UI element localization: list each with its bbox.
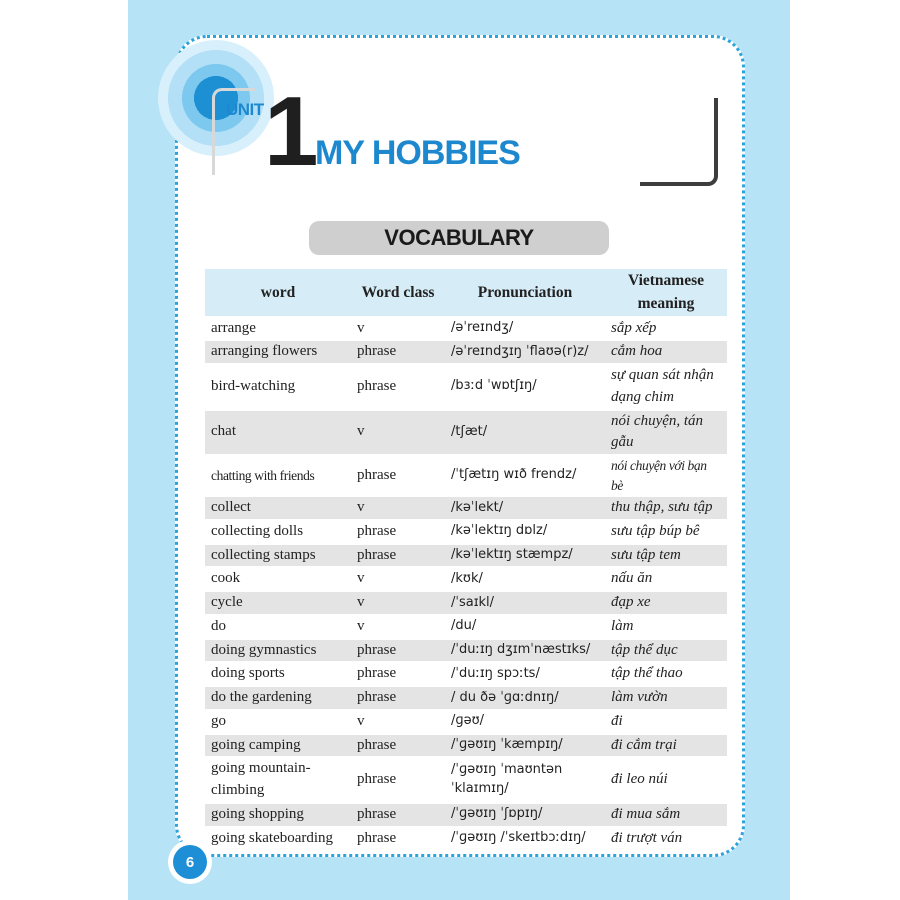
table-row xyxy=(205,592,727,614)
table-row xyxy=(205,365,727,409)
meaning-cell: đi cắm trại xyxy=(605,735,727,757)
pronunciation-cell: /əˈreɪndʒɪŋ ˈflaʊə(r)z/ xyxy=(445,341,605,363)
table-row xyxy=(205,341,727,363)
word-cell: cook xyxy=(211,570,241,587)
table-row xyxy=(205,640,727,662)
meaning-cell: sự quan sát nhận dạng chim xyxy=(611,367,714,405)
class-cell: v xyxy=(357,319,365,336)
class-cell: phrase xyxy=(357,665,397,682)
class-cell: phrase xyxy=(357,771,397,788)
word-cell: doing gymnastics xyxy=(205,640,351,662)
word-cell: bird-watching xyxy=(211,377,296,394)
pronunciation-cell: /du/ xyxy=(451,618,477,634)
pronunciation-cell: /kəˈlektɪŋ stæmpz/ xyxy=(445,545,605,567)
meaning-cell: nói chuyện, tán gẫu xyxy=(605,411,727,455)
meaning-cell: nói chuyện với bạn bè xyxy=(611,458,707,493)
class-cell: phrase xyxy=(351,687,445,709)
word-cell: going camping xyxy=(205,735,351,757)
table-row xyxy=(205,411,727,455)
header-vietnamese-meaning: Vietnamese meaning xyxy=(605,269,727,316)
page-number-badge xyxy=(168,840,212,884)
meaning-cell: làm xyxy=(611,617,634,634)
page-number: 6 xyxy=(173,845,207,879)
word-cell: going mountain-climbing xyxy=(211,760,311,799)
meaning-cell: cắm hoa xyxy=(605,341,727,363)
class-cell: phrase xyxy=(357,522,397,539)
class-cell: phrase xyxy=(351,341,445,363)
meaning-cell: đi trượt ván xyxy=(611,829,683,846)
class-cell: phrase xyxy=(357,829,397,846)
pronunciation-cell: /ˈtʃætɪŋ wɪð frendz/ xyxy=(451,467,577,483)
table-row xyxy=(205,711,727,733)
pronunciation-cell: /ˈɡəʊɪŋ ˈkæmpɪŋ/ xyxy=(445,735,605,757)
pronunciation-cell: /kəˈlekt/ xyxy=(445,497,605,519)
class-cell: phrase xyxy=(357,377,397,394)
table-row xyxy=(205,318,727,340)
table-row xyxy=(205,804,727,826)
pronunciation-cell: /kəˈlektɪŋ dɒlz/ xyxy=(451,523,548,539)
pronunciation-cell: /ˈɡəʊɪŋ /ˈskeɪtbɔːdɪŋ/ xyxy=(451,830,586,846)
pronunciation-cell: /ˈduːɪŋ dʒɪmˈnæstɪks/ xyxy=(445,640,605,662)
word-cell: going shopping xyxy=(205,804,351,826)
word-cell: chatting with friends xyxy=(211,467,315,483)
word-cell: go xyxy=(211,712,226,729)
table-row xyxy=(205,687,727,709)
word-cell: chat xyxy=(205,411,351,455)
table-row xyxy=(205,545,727,567)
class-cell: phrase xyxy=(351,640,445,662)
word-cell: arranging flowers xyxy=(205,341,351,363)
table-row xyxy=(205,735,727,757)
pronunciation-cell: /kʊk/ xyxy=(451,570,483,586)
pronunciation-cell: /ˈsaɪkl/ xyxy=(445,592,605,614)
pronunciation-cell: /tʃæt/ xyxy=(445,411,605,455)
meaning-cell: đi xyxy=(611,712,623,729)
table-row xyxy=(205,828,727,850)
table-row xyxy=(205,616,727,638)
class-cell: phrase xyxy=(351,735,445,757)
meaning-cell: làm vườn xyxy=(605,687,727,709)
word-cell: doing sports xyxy=(211,665,285,682)
section-title: VOCABULARY xyxy=(309,221,609,255)
word-cell: collecting stamps xyxy=(205,545,351,567)
meaning-cell: sưu tập búp bê xyxy=(611,522,700,539)
unit-title: MY HOBBIES xyxy=(315,134,520,172)
meaning-cell: thu thập, sưu tập xyxy=(605,497,727,519)
word-cell: do the gardening xyxy=(205,687,351,709)
header-pronunciation: Pronunciation xyxy=(445,269,605,316)
word-cell: do xyxy=(211,617,226,634)
table-row xyxy=(205,521,727,543)
class-cell: v xyxy=(351,592,445,614)
class-cell: v xyxy=(357,617,365,634)
meaning-cell: tập thể thao xyxy=(611,665,683,682)
table-row xyxy=(205,497,727,519)
class-cell: phrase xyxy=(351,545,445,567)
pronunciation-cell: /ˈɡəʊɪŋ ˈʃɒpɪŋ/ xyxy=(445,804,605,826)
pronunciation-cell: /əˈreɪndʒ/ xyxy=(451,319,514,335)
unit-number: 1 xyxy=(264,76,315,186)
class-cell: v xyxy=(357,570,365,587)
class-cell: phrase xyxy=(351,804,445,826)
header-word-class: Word class xyxy=(351,269,445,316)
pronunciation-cell: /ɡəʊ/ xyxy=(451,713,485,729)
pronunciation-cell: /ˈɡəʊɪŋ ˈmaʊntən ˈklaɪmɪŋ/ xyxy=(451,762,563,797)
word-cell: cycle xyxy=(205,592,351,614)
meaning-cell: sắp xếp xyxy=(611,319,657,336)
header-word: word xyxy=(205,269,351,316)
table-row xyxy=(205,758,727,802)
meaning-cell: đi mua sắm xyxy=(605,804,727,826)
word-cell: collect xyxy=(205,497,351,519)
word-cell: collecting dolls xyxy=(211,522,304,539)
pronunciation-cell: /bɜːd ˈwɒtʃɪŋ/ xyxy=(451,378,537,394)
meaning-cell: đạp xe xyxy=(605,592,727,614)
class-cell: v xyxy=(357,712,365,729)
meaning-cell: nấu ăn xyxy=(611,570,653,587)
pronunciation-cell: /ˈduːɪŋ spɔːts/ xyxy=(451,665,540,681)
meaning-cell: đi leo núi xyxy=(611,771,668,788)
word-cell: going skateboarding xyxy=(211,829,334,846)
meaning-cell: tập thể dục xyxy=(605,640,727,662)
class-cell: v xyxy=(351,411,445,455)
table-row xyxy=(205,663,727,685)
table-row xyxy=(205,568,727,590)
vocabulary-table xyxy=(205,267,727,851)
class-cell: v xyxy=(351,497,445,519)
word-cell: arrange xyxy=(211,319,256,336)
unit-label: UNIT xyxy=(226,100,264,119)
class-cell: phrase xyxy=(357,466,397,483)
table-row xyxy=(205,456,727,495)
pronunciation-cell: / du ðə ˈɡɑːdnɪŋ/ xyxy=(445,687,605,709)
table-header-row xyxy=(205,269,727,316)
meaning-cell: sưu tập tem xyxy=(605,545,727,567)
title-frame-corner xyxy=(640,98,718,186)
